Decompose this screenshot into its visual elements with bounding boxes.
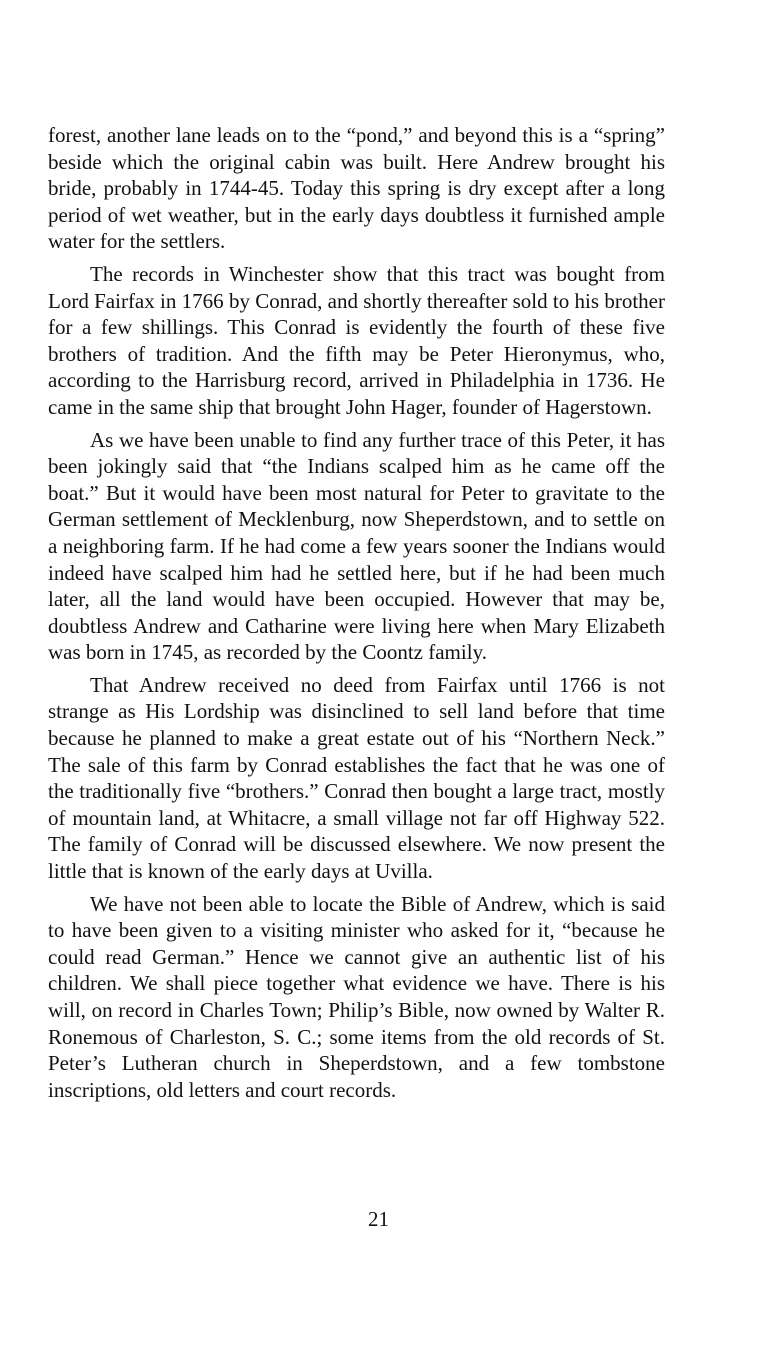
page-number: 21	[368, 1207, 389, 1231]
paragraph-forest-pond: forest, another lane leads on to the “pond,” and beyond this is a “spring” beside which the original cabin was built. Here Andrew brought his bride, probably in 1744-45. Today this spring is dry except after a long period of wet weather, but in the early days doubtless it furnished ample water for the settlers.	[48, 123, 665, 254]
paragraph-peter-trace: As we have been unable to find any further trace of this Peter, it has been jokingly said that “the Indians scalped him as he came off the boat.” But it would have been most natural for Peter to gravitate to the German settlement of Mecklenburg, now Sheperdstown, and to settle on a neighboring farm. If he had come a few years sooner the Indians would indeed have scalped him had he settled here, but if he had been much later, all the land would have been occupied. However that may be, doubtless Andrew and Catharine were living here when Mary Elizabeth was born in 1745, as recorded by the Coontz family.	[48, 427, 665, 665]
paragraph-bible-of-andrew: We have not been able to locate the Bible of Andrew, which is said to have been given to a visiting minister who asked for it, “because he could read German.” Hence we cannot give an authentic list of his children. We shall piece together what evidence we have. There is his will, on record in Charles Town; Philip’s Bible, now owned by Walter R. Ronemous of Charleston, S. C.; some items from the old records of St. Peter’s Lutheran church in Sheperdstown, and a few tombstone inscriptions, old letters and court records.	[48, 891, 665, 1102]
page-body	[48, 122, 665, 1109]
paragraph-winchester-records: The records in Winchester show that this tract was bought from Lord Fairfax in 1766 by Conrad, and shortly thereafter sold to his brother for a few shillings. This Conrad is evidently the fourth of these five brothers of tradition. And the fifth may be Peter Hieronymus, who, according to the Harrisburg record, arrived in Philadelphia in 1736. He came in the same ship that brought John Hager, founder of Hagerstown.	[48, 261, 665, 419]
paragraph-fairfax-deed: That Andrew received no deed from Fairfax until 1766 is not strange as His Lordship was disinclined to sell land before that time because he planned to make a great estate out of his “Northern Neck.” The sale of this farm by Conrad establishes the fact that he was one of the traditionally five “brothers.” Conrad then bought a large tract, mostly of mountain land, at Whitacre, a small village not far off Highway 522. The family of Conrad will be discussed elsewhere. We now present the little that is known of the early days at Uvilla.	[48, 672, 665, 884]
